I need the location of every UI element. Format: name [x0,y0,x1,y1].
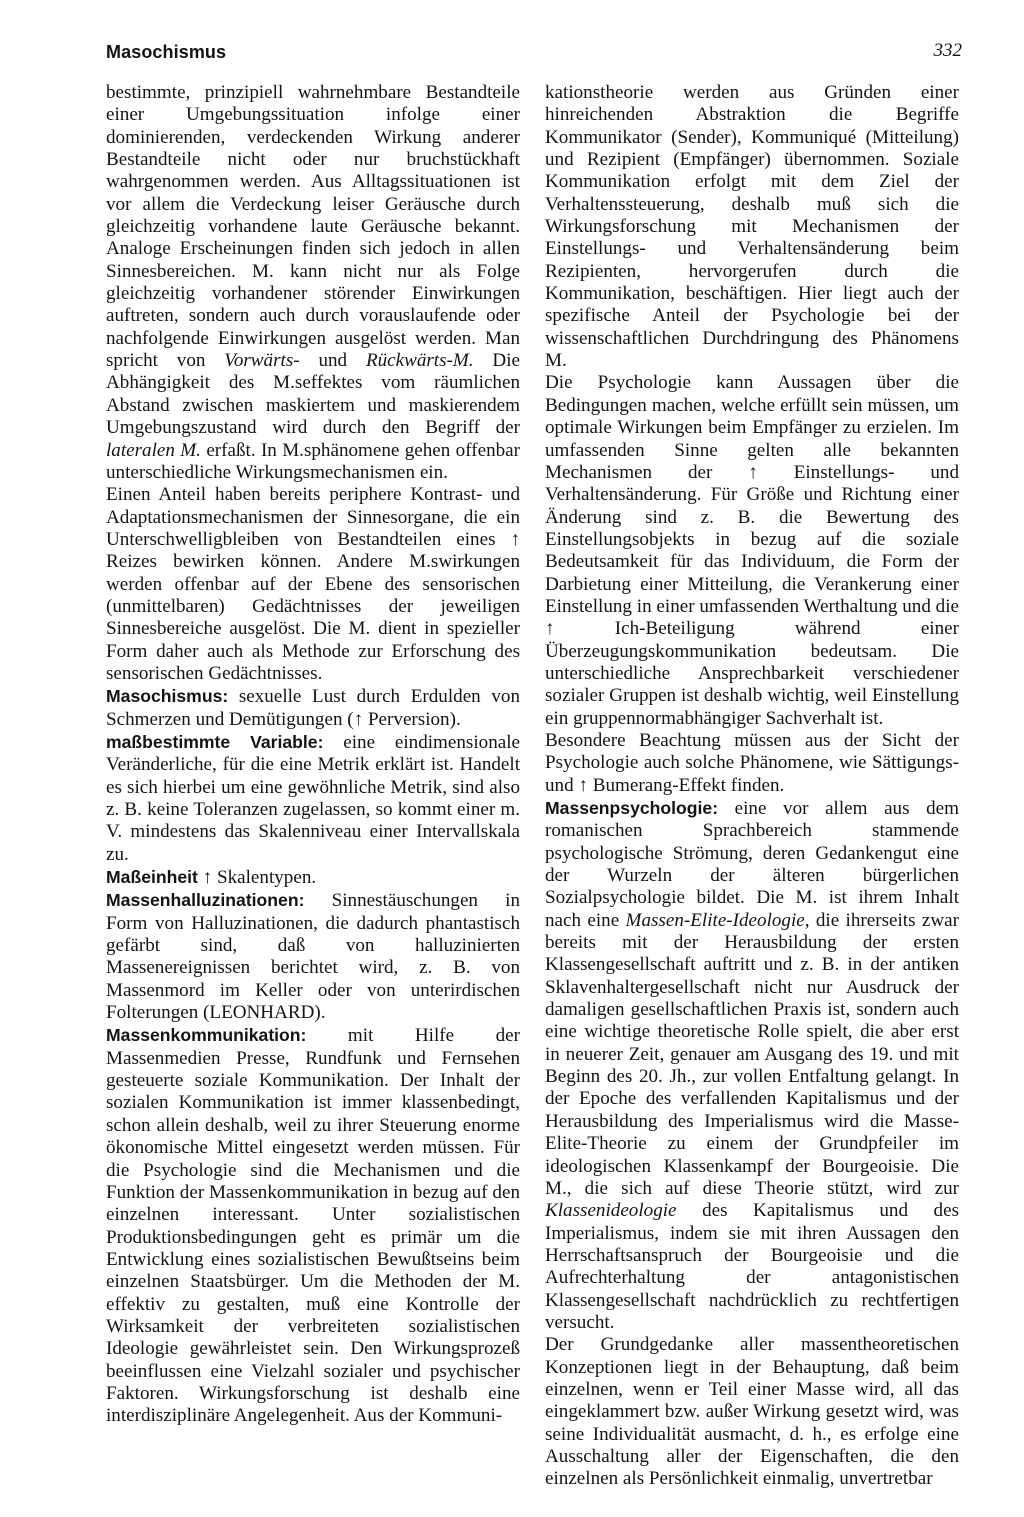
text-run: ↑ Skalentypen. [197,867,317,889]
headword: Maßeinheit [106,867,198,888]
text-run: Die Abhängigkeit des M.seffektes vom räumlichen Abstand zwischen maskiertem und maskierendem Umgebungszustand wird durch den Begriff der [106,350,520,439]
text-run: eine vor allem aus dem romanischen Sprachbereich stammende psychologische Strömung, deren Gedankengut eine der Wurzeln der älteren bürgerlichen Sozialpsychologie bildet. Die M. ist ihrem Inhalt nach eine [545,798,959,931]
right-column [545,82,959,1491]
text-run: Einen Anteil haben bereits periphere Kontrast- und Adaptationsmechanismen der Sinnesorgane, die ein Unterschwelligbleiben von Bestandteilen eines ↑ Reizes bewirken können. Andere M.swirkungen werden offenbar auf der Ebene des sensorischen (unmittelbaren) Gedächtnisses der jeweiligen Sinnesbereiche ausgelöst. Die M. dient in spezieller Form daher auch als Methode zur Erforschung des sensorischen Gedächtnisses. [106,484,520,684]
left-column [106,82,520,1428]
entry-massbestimmte-variable [106,731,520,866]
paragraph [545,82,959,372]
entry-massenpsychologie [545,797,959,1334]
emphasis: lateralen M. [106,439,201,461]
entry-massenkommunikation [106,1024,520,1427]
headword: Massenkommunikation: [106,1025,307,1046]
text-run: bestimmte, prinzipiell wahrnehmbare Bestandteile einer Umgebungssituation infolge einer dominierenden, verdeckenden Wirkung anderer Bestandteile nicht oder nur bruchstückhaft wahrgenommen werden. Aus Alltagssituationen ist vor allem die Verdeckung leiser Geräusche durch gleichzeitig vorhandene laute Geräusche bekannt. Analoge Erscheinungen finden sich jedoch in allen Sinnesbereichen. M. kann nicht nur als Folge gleichzeitig vorhandener störender Einwirkungen auftreten, sondern auch durch vorauslaufende oder nachfolgende Einwirkungen ausgelöst werden. Man spricht von [106,82,520,372]
headword: Masochismus: [106,686,229,707]
text-run: Der Grundgedanke aller massentheoretischen Konzeptionen liegt in der Behauptung, daß beim einzelnen, wenn er Teil einer Masse wird, all das eingeklammert bzw. außer Wirkung gesetzt wird, was seine Individualität ausmacht, d. h., es erfolge eine Ausschaltung aller der Eigenschaften, die den einzelnen als Persönlichkeit einmalig, unvertretbar [545,1334,959,1490]
text-run: eine eindimensionale Veränderliche, für die eine Metrik erklärt ist. Handelt es sich hierbei um eine gewöhnliche Metrik, sind also z. B. keine Toleranzen zugelassen, so kommt einer m. V. mindestens das Skalenniveau einer Intervallskala zu. [106,731,521,865]
paragraph [545,1334,959,1490]
text-run: , die ihrerseits zwar bereits mit der Herausbildung der ersten Klassengesellschaft auftritt und z. B. in der antiken Sklavenhaltergesellschaft nicht nur Ausdruck der damaligen gesellschaftlichen Praxis ist, sondern auch eine wichtige theoretische Rolle spielt, die aber erst in neuerer Zeit, genauer am Ausgang des 19. und mit Beginn des 20. Jh., zur vollen Entfaltung gelangt. In der Epoche des verfallenden Kapitalismus und der Herausbildung des Imperialismus wird die Masse-Elite-Theorie zu einem der Grundpfeiler im ideologischen Klassenkampf der Bourgeoisie. Die M., die sich auf diese Theorie stützt, wird zur [545,909,959,1199]
text-run: Besondere Beachtung müssen aus der Sicht der Psychologie auch solche Phänomene, wie Sättigungs- und ↑ Bumerang-Effekt finden. [545,729,959,796]
page-number: 332 [933,40,962,61]
text-run: sexuelle Lust durch Erdulden von Schmerzen und Demütigungen (↑ Perversion). [106,686,520,730]
entry-masochismus [106,685,520,731]
paragraph [545,730,959,797]
text-run: Sinnestäuschungen in Form von Halluzinationen, die dadurch phantastisch gefärbt sind, daß von halluzinierten Massenereignissen berichtet wird, z. B. von Massenmord im Keller oder von unterirdischen Folterungen (LEONHARD). [106,890,520,1024]
emphasis: Vorwärts- [224,350,300,372]
paragraph [106,82,520,484]
headword: Massenpsychologie: [545,798,719,818]
running-head: Masochismus [106,42,227,62]
headword: Massenhalluzinationen: [106,890,305,911]
paragraph [106,484,520,685]
paragraph [545,372,959,730]
text-run: kationstheorie werden aus Gründen einer hinreichenden Abstraktion die Begriffe Kommunikator (Sender), Kommuniqué (Mitteilung) und Rezipient (Empfänger) übernommen. Soziale Kommunikation erfolgt mit dem Ziel der Verhaltenssteuerung, deshalb muß sich die Wirkungsforschung mit Mechanismen der Einstellungs- und Verhaltensänderung beim Rezipienten, hervorgerufen durch die Kommunikation, beschäftigen. Hier liegt auch der spezifische Anteil der Psychologie bei der wissenschaftlichen Durchdringung des Phänomens M. [545,82,959,372]
entry-massenhalluzinationen [106,889,520,1024]
entry-masseinheit [106,866,520,889]
headword: maßbestimmte Variable: [106,731,324,752]
text-run: erfaßt. In M.sphänomene gehen offenbar unterschiedliche Wirkungsmechanismen ein. [106,439,520,483]
text-run: Die Psychologie kann Aussagen über die Bedingungen machen, welche erfüllt sein müssen, um optimale Wirkungen beim Empfänger zu erzielen. Im umfassenden Sinne gelten alle bekannten Mechanismen der ↑ Einstellungs- und Verhaltensänderung. Für Größe und Richtung einer Änderung sind z. B. die Bewertung des Einstellungsobjekts in bezug auf die soziale Bedeutsamkeit für das Individuum, die Form der Darbietung einer Mitteilung, die Verankerung einer Einstellung in einer umfassenden Werthaltung und die ↑ Ich-Beteiligung während einer Überzeugungskommunikation bedeutsam. Die unterschiedliche Ansprechbarkeit verschiedener sozialer Gruppen ist deshalb wichtig, weil Einstellung ein gruppennormabhängiger Sachverhalt ist. [545,372,959,729]
emphasis: Rückwärts-M. [365,350,474,372]
emphasis: Klassenideologie [545,1200,677,1222]
emphasis: Massen-Elite-Ideologie [625,909,805,931]
text-run: mit Hilfe der Massenmedien Presse, Rundfunk und Fernsehen gesteuerte soziale Kommunikation. Der Inhalt der sozialen Kommunikation ist immer klassenbedingt, schon allein deshalb, weil zu ihrer Steuerung enorme ökonomische Mittel eingesetzt werden müssen. Für die Psychologie sind die Mechanismen und die Funktion der Massenkommunikation in bezug auf den einzelnen interessant. Unter sozialistischen Produktionsbedingungen geht es primär um die Entwicklung eines sozialistischen Bewußtseins beim einzelnen Staatsbürger. Um die Methoden der M. effektiv zu gestalten, muß eine Kontrolle der Wirksamkeit der verbreiteten sozialistischen Ideologie gewährleistet sein. Den Wirkungsprozeß beeinflussen eine Vielzahl sozialer und psychischer Faktoren. Wirkungsforschung ist deshalb eine interdisziplinäre Angelegenheit. Aus der Kommuni- [106,1025,520,1427]
text-run: des Kapitalismus und des Imperialismus, indem sie mit ihren Aussagen den Herrschaftsanspruch der Bourgeoisie und die Aufrechterhaltung der antagonistischen Klassengesellschaft nachdrücklich zu rechtfertigen versucht. [545,1200,959,1333]
text-run: und [299,350,366,372]
